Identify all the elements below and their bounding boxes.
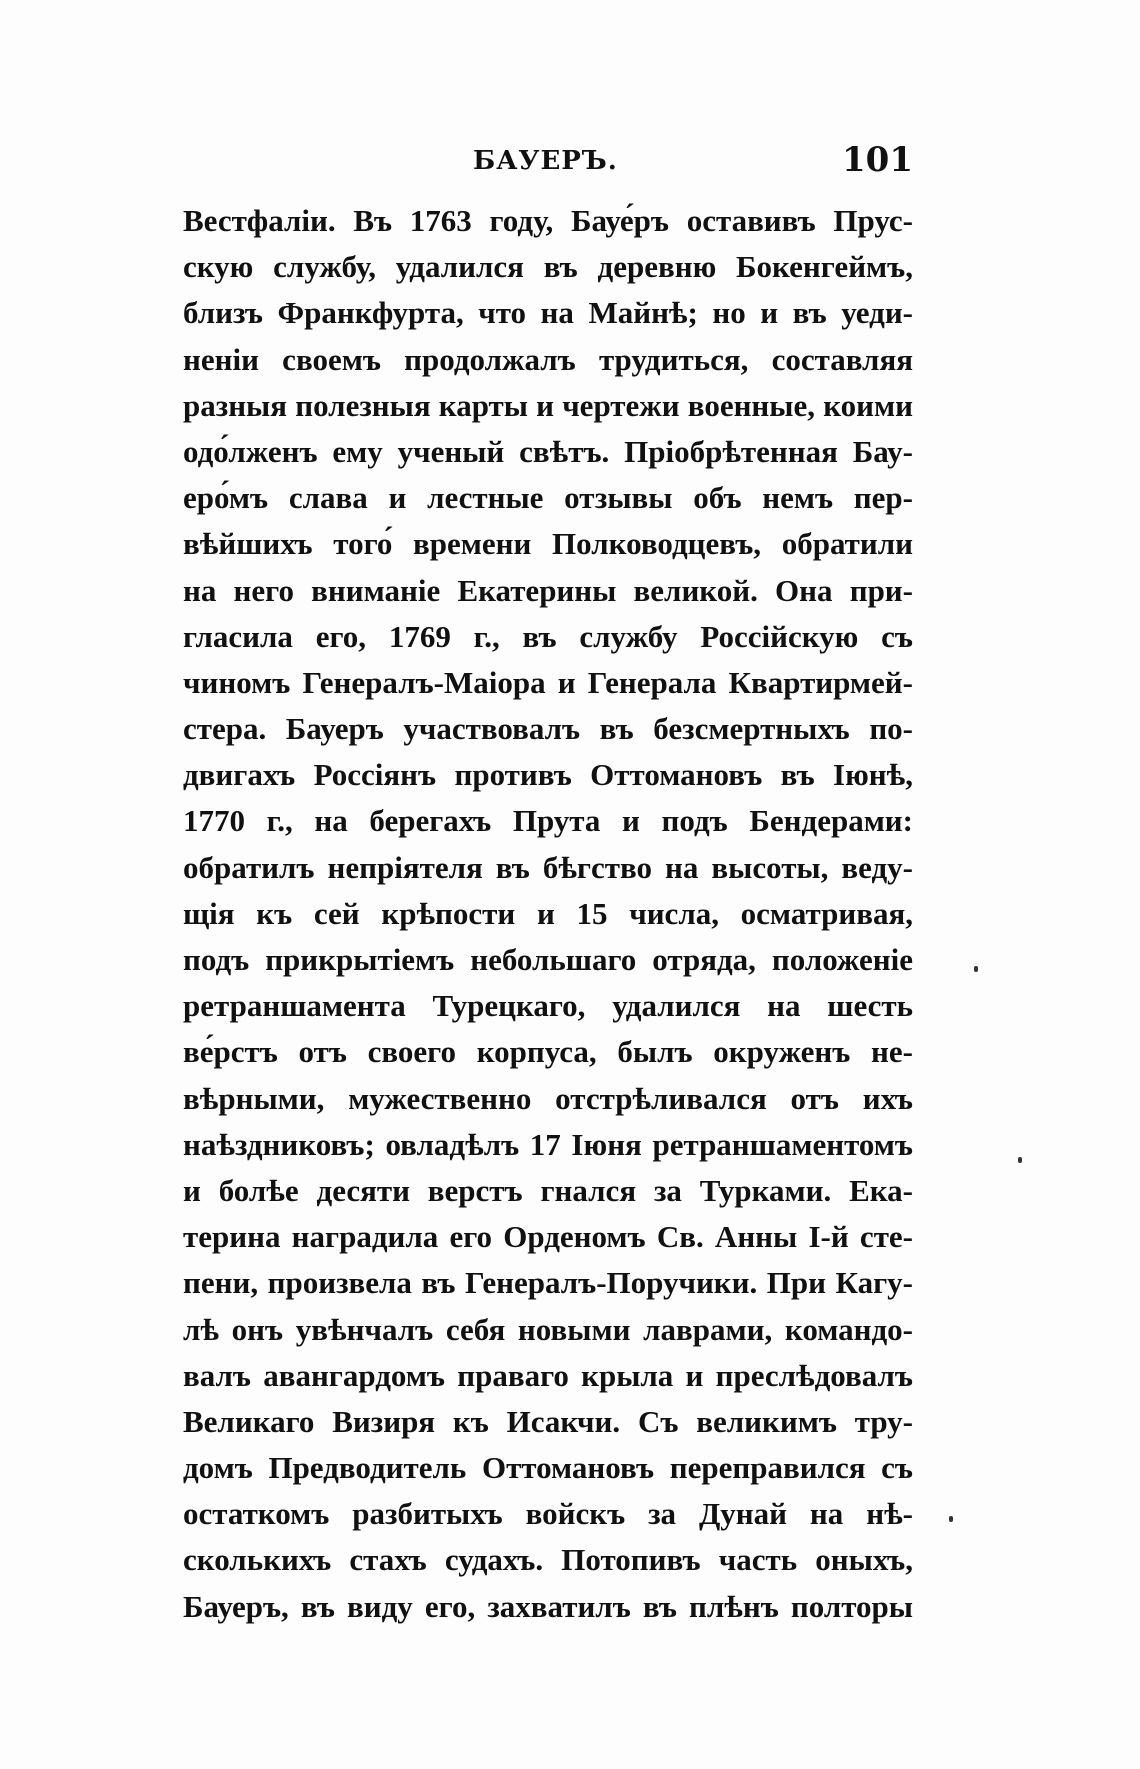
text-line: лѣ онъ увѣнчалъ себя новыми лаврами, командо- [183, 1311, 913, 1347]
body-text [183, 198, 913, 1630]
print-speck [974, 966, 978, 972]
text-line: валъ авангардомъ праваго крыла и преслѣдовалъ [183, 1357, 913, 1393]
page-number: 101 [842, 140, 913, 180]
text-line: наѣздниковъ; овладѣлъ 17 Іюня ретраншаментомъ [183, 1126, 913, 1162]
text-line: Вестфаліи. Въ 1763 году, Бауе́ръ оставивъ Прус- [183, 203, 913, 238]
text-line: гласила его, 1769 г., въ службу Россійскую съ [183, 618, 913, 654]
text-line: щія къ сей крѣпости и 15 числа, осматривая, [183, 895, 913, 931]
text-line: обратилъ непріятеля въ бѣгство на высоты, веду- [183, 849, 913, 885]
text-line: неніи своемъ продолжалъ трудиться, составляя [183, 341, 913, 377]
page-header [183, 140, 913, 190]
text-line: одо́лженъ ему ученый свѣтъ. Пріобрѣтенная Бау- [183, 433, 913, 469]
text-line: и болѣе десяти верстъ гнался за Турками. Ека- [183, 1172, 913, 1208]
text-line: остаткомъ разбитыхъ войскъ за Дунай на нѣ- [183, 1496, 913, 1532]
text-line: чиномъ Генералъ-Маіора и Генерала Квартирмей- [183, 664, 913, 700]
text-line: вѣйшихъ того́ времени Полководцевъ, обратили [183, 526, 913, 562]
text-line: разныя полезныя карты и чертежи военные, коими [183, 387, 913, 423]
text-line: домъ Предводитель Оттомановъ переправился съ [183, 1450, 913, 1486]
text-line: Бауеръ, въ виду его, захватилъ въ плѣнъ полторы [183, 1588, 913, 1624]
text-line: вѣрными, мужественно отстрѣливался отъ ихъ [183, 1080, 913, 1116]
text-line: Великаго Визиря къ Исакчи. Съ великимъ тру- [183, 1403, 913, 1439]
text-line: ретраншамента Турецкаго, удалился на шесть [183, 988, 913, 1024]
text-line: подъ прикрытіемъ небольшаго отряда, положеніе [183, 942, 913, 977]
text-line: пени, произвела въ Генералъ-Поручики. При Кагу- [183, 1265, 913, 1301]
print-speck [1018, 1157, 1022, 1163]
text-line: терина наградила его Орденомъ Св. Анны І-й сте- [183, 1219, 913, 1255]
print-speck [949, 1516, 953, 1522]
text-line: 1770 г., на берегахъ Прута и подъ Бендерами: [183, 803, 913, 839]
text-line: на него вниманіе Екатерины великой. Она при- [183, 572, 913, 608]
text-line: близъ Франкфурта, что на Майнѣ; но и въ уеди- [183, 295, 913, 331]
text-line: стера. Бауеръ участвовалъ въ безсмертныхъ по- [183, 711, 913, 747]
text-line: еро́мъ слава и лестные отзывы объ немъ пер- [183, 480, 913, 516]
text-line: ве́рстъ отъ своего корпуса, былъ окруженъ не- [183, 1034, 913, 1070]
text-line: скую службу, удалился въ деревню Бокенгеймъ, [183, 249, 913, 285]
running-head: БАУЕРЪ. [473, 146, 618, 176]
text-line: двигахъ Россіянъ противъ Оттомановъ въ Іюнѣ, [183, 757, 913, 793]
text-line: сколькихъ стахъ судахъ. Потопивъ часть оныхъ, [183, 1542, 913, 1578]
